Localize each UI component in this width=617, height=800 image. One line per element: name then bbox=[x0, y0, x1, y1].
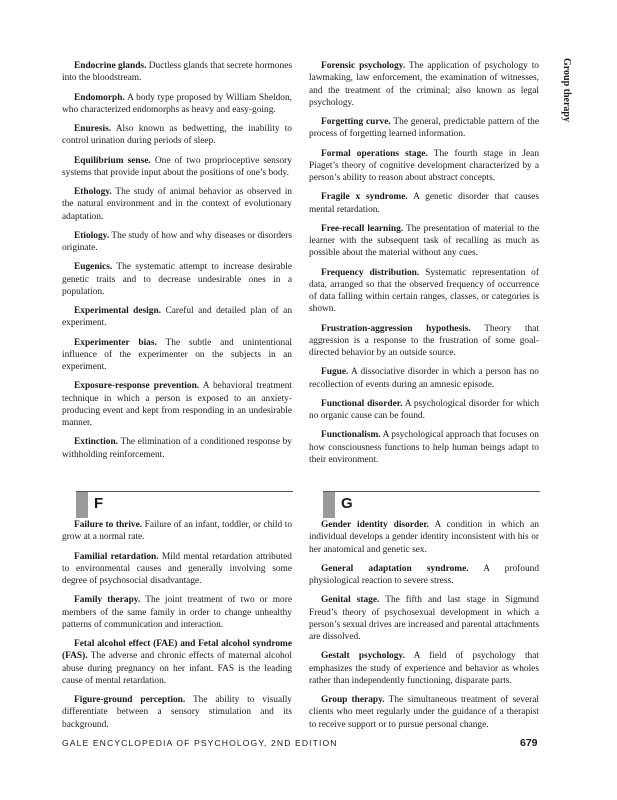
glossary-term: Fugue. bbox=[321, 367, 349, 378]
glossary-term: Equilibrium sense. bbox=[74, 155, 151, 166]
glossary-definition: A condition in which an individual develops a gender identity inconsistent with his or her anatomical and genetic sex. bbox=[309, 520, 539, 555]
glossary-entry bbox=[309, 594, 539, 643]
glossary-entry bbox=[62, 305, 292, 330]
glossary-term: Gender identity disorder. bbox=[321, 520, 430, 530]
glossary-term: Experimenter bias. bbox=[74, 337, 157, 348]
section-letter: G bbox=[341, 495, 353, 512]
glossary-definition: The general, predictable pattern of the process of forgetting learned information. bbox=[309, 117, 539, 140]
glossary-definition: Systematic representation of data, arranged so that the observed frequency of occurrence of data falling within certain ranges, classes, or categories is shown. bbox=[309, 267, 539, 315]
glossary-entry bbox=[309, 148, 539, 185]
glossary-definition: A profound physiological reaction to severe stress. bbox=[309, 563, 540, 586]
section-letter: F bbox=[94, 495, 104, 512]
column-left-bottom bbox=[62, 519, 292, 738]
section-bar bbox=[323, 492, 335, 518]
glossary-definition: The ability to visually differentiate between a sensory stimulation and its background. bbox=[62, 695, 292, 730]
glossary-entry bbox=[309, 366, 539, 391]
glossary-entry bbox=[309, 323, 539, 360]
glossary-definition: The systematic attempt to increase desirable genetic traits and to decrease undesirable ones in a population. bbox=[62, 262, 292, 297]
glossary-entry bbox=[309, 694, 539, 731]
glossary-term: Formal operations stage. bbox=[321, 148, 428, 159]
glossary-term: Figure-ground perception. bbox=[74, 695, 186, 705]
glossary-term: Eugenics. bbox=[74, 262, 113, 273]
glossary-term: Group therapy. bbox=[321, 695, 385, 705]
glossary-entry bbox=[62, 380, 292, 429]
glossary-entry bbox=[309, 223, 539, 260]
glossary-entry bbox=[309, 267, 539, 316]
glossary-definition: A psychological disorder for which no organic cause can be found. bbox=[309, 398, 540, 421]
glossary-term: Genital stage. bbox=[321, 595, 380, 606]
glossary-definition: A behavioral treatment technique in which a person is exposed to an anxiety-producing event and kept from responding in an undesirable manner. bbox=[62, 381, 292, 428]
glossary-term: Familial retardation. bbox=[74, 551, 159, 562]
section-bar bbox=[76, 492, 88, 518]
column-right-top bbox=[309, 60, 539, 473]
glossary-entry bbox=[62, 638, 292, 687]
glossary-entry bbox=[62, 92, 292, 117]
glossary-term: Etiology. bbox=[74, 230, 110, 241]
glossary-term: Fetal alcohol effect (FAE) and Fetal alcohol syndrome (FAS). bbox=[62, 639, 292, 662]
glossary-entry bbox=[62, 261, 292, 298]
glossary-definition: Also known as bedwetting, the inability to control urination during periods of sleep. bbox=[62, 124, 292, 147]
glossary-entry bbox=[62, 337, 292, 374]
glossary-definition: The simultaneous treatment of several clients who meet regularly under the guidance of a therapist to receive support or to pursue personal change. bbox=[309, 695, 539, 730]
footer-publication-title: GALE ENCYCLOPEDIA OF PSYCHOLOGY, 2ND EDITION bbox=[62, 738, 338, 748]
glossary-term: Extinction. bbox=[74, 437, 119, 448]
glossary-definition: The study of animal behavior as observed in the natural environment and in the context of evolutionary adaptation. bbox=[62, 187, 292, 222]
glossary-definition: A genetic disorder that causes mental retardation. bbox=[309, 192, 540, 215]
glossary-definition: Ductless glands that secrete hormones into the bloodstream. bbox=[62, 61, 292, 84]
glossary-entry bbox=[62, 60, 292, 85]
glossary-definition: A dissociative disorder in which a person has no recollection of events during an amnesic episode. bbox=[309, 367, 539, 390]
glossary-term: Frustration-aggression hypothesis. bbox=[321, 323, 471, 334]
glossary-entry bbox=[62, 230, 292, 255]
glossary-term: Ethology. bbox=[74, 187, 112, 197]
section-header-f bbox=[76, 491, 293, 518]
glossary-term: Endocrine glands. bbox=[74, 61, 147, 71]
glossary-entry bbox=[62, 594, 292, 631]
glossary-definition: The fourth stage in Jean Piaget’s theory of cognitive development characterized by a person’s ability to reason about abstract concepts. bbox=[309, 148, 540, 183]
glossary-entry bbox=[309, 650, 539, 687]
glossary-term: Forgetting curve. bbox=[321, 117, 391, 127]
glossary-entry bbox=[62, 186, 292, 223]
glossary-definition: The adverse and chronic effects of maternal alcohol abuse during pregnancy on her infant. FAS is the leading cause of mental retardation. bbox=[62, 651, 292, 686]
glossary-entry bbox=[62, 436, 292, 461]
glossary-definition: Mild mental retardation attributed to environmental causes and generally involving some degree of psychosocial disadvantage. bbox=[62, 551, 292, 586]
glossary-definition: Failure of an infant, toddler, or child to grow at a normal rate. bbox=[62, 520, 293, 543]
glossary-term: Failure to thrive. bbox=[74, 520, 143, 530]
glossary-term: Experimental design. bbox=[74, 306, 162, 316]
glossary-term: Exposure-response prevention. bbox=[74, 381, 200, 392]
glossary-definition: Theory that aggression is a response to the frustration of some goal-directed behavior by an outside source. bbox=[309, 323, 539, 358]
glossary-entry bbox=[62, 155, 292, 180]
glossary-definition: The elimination of a conditioned response by withholding reinforcement. bbox=[62, 437, 292, 460]
glossary-term: General adaptation syndrome. bbox=[321, 563, 469, 574]
glossary-definition: The fifth and last stage in Sigmund Freud’s theory of psychosexual development in which a person’s sexual drives are increased and parental attachments are dissolved. bbox=[309, 595, 539, 642]
glossary-entry bbox=[309, 519, 539, 556]
glossary-definition: Careful and detailed plan of an experiment. bbox=[62, 306, 293, 329]
glossary-term: Enuresis. bbox=[74, 124, 112, 134]
glossary-entry bbox=[62, 519, 292, 544]
glossary-definition: The joint treatment of two or more members of the same family in order to change unhealthy patterns of communication and interaction. bbox=[62, 595, 292, 630]
glossary-entry bbox=[309, 60, 539, 109]
glossary-definition: The study of how and why diseases or disorders originate. bbox=[62, 230, 292, 253]
glossary-entry bbox=[309, 398, 539, 423]
glossary-definition: A body type proposed by William Sheldon, who characterized endomorphs as heavy and easy-going. bbox=[62, 92, 292, 115]
glossary-entry bbox=[309, 116, 539, 141]
glossary-term: Forensic psychology. bbox=[321, 61, 406, 71]
glossary-definition: A field of psychology that emphasizes the study of experience and behavior as wholes rather than independently functioning, disparate parts. bbox=[309, 651, 540, 686]
glossary-term: Frequency distribution. bbox=[321, 267, 420, 278]
glossary-definition: The application of psychology to lawmaking, law enforcement, the examination of witnesses, and the treatment of the criminal; also known as legal psychology. bbox=[309, 61, 539, 108]
glossary-entry bbox=[309, 191, 539, 216]
glossary-definition: The presentation of material to the learner with the subsequent task of recalling as much as possible about the material without any cues. bbox=[309, 223, 539, 259]
column-left-top bbox=[62, 60, 292, 468]
glossary-entry bbox=[62, 694, 292, 731]
glossary-term: Functional disorder. bbox=[321, 398, 403, 409]
section-header-g bbox=[323, 491, 540, 518]
glossary-definition: One of two proprioceptive sensory systems that provide input about the positions of one’s body. bbox=[62, 155, 292, 178]
glossary-entry bbox=[62, 551, 292, 588]
glossary-definition: The subtle and unintentional influence of the experimenter on the subjects in an experiment. bbox=[62, 337, 292, 372]
glossary-term: Gestalt psychology. bbox=[321, 651, 405, 662]
running-head-tab: Group therapy bbox=[561, 58, 572, 122]
column-right-bottom bbox=[309, 519, 539, 738]
page-number: 679 bbox=[520, 737, 538, 749]
glossary-entry bbox=[309, 429, 539, 466]
glossary-term: Family therapy. bbox=[74, 595, 141, 606]
glossary-term: Fragile x syndrome. bbox=[321, 192, 408, 203]
glossary-definition: A psychological approach that focuses on how consciousness functions to help human beings adapt to their environment. bbox=[309, 430, 539, 465]
glossary-term: Functionalism. bbox=[321, 430, 381, 441]
glossary-term: Free-recall learning. bbox=[321, 223, 404, 234]
glossary-term: Endomorph. bbox=[74, 92, 125, 103]
glossary-entry bbox=[309, 563, 539, 588]
glossary-entry bbox=[62, 123, 292, 148]
